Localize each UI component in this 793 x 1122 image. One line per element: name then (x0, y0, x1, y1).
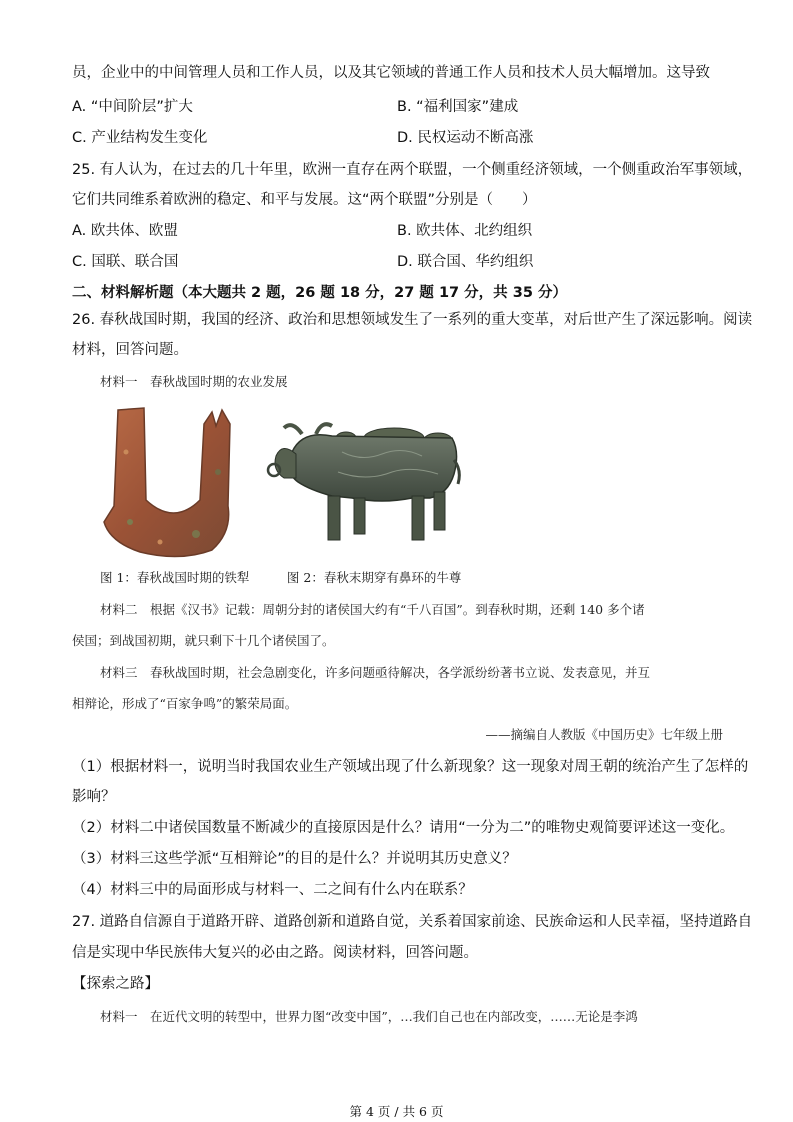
q26-stem-1: 26. 春秋战国时期，我国的经济、政治和思想领域发生了一系列的重大变革，对后世产生了深远影响。阅读 (72, 312, 753, 328)
material-source: ——摘编自人教版《中国历史》七年级上册 (485, 727, 723, 742)
q27-stem-1: 27. 道路自信源自于道路开辟、道路创新和道路自觉，关系着国家前途、民族命运和人民幸福，坚持道路自 (72, 914, 753, 930)
q27-stem-2: 信是实现中华民族伟大复兴的必由之路。阅读材料，回答问题。 (72, 945, 478, 961)
material-2-line-2: 侯国；到战国初期，就只剩下十几个诸侯国了。 (72, 633, 335, 648)
material-3-line-1: 材料三 春秋战国时期，社会急剧变化，许多问题亟待解决，各学派纷纷著书立说、发表意见，并互 (100, 665, 651, 680)
q25-stem-1: 25. 有人认为，在过去的几十年里，欧洲一直存在两个联盟，一个侧重经济领域，一个侧重政治军事领域， (72, 162, 753, 178)
material-3-line-2: 相辩论，形成了“百家争鸣”的繁荣局面。 (72, 696, 298, 711)
q25-option-d: D. 联合国、华约组织 (397, 254, 534, 270)
q26-sub-4: （4）材料三中的局面形成与材料一、二之间有什么内在联系？ (72, 882, 473, 898)
ox-zun-image (262, 412, 462, 560)
q24-stem-tail: 员，企业中的中间管理人员和工作人员，以及其它领域的普通工作人员和技术人员大幅增加。这导致 (72, 65, 710, 81)
q24-option-d: D. 民权运动不断高涨 (397, 130, 534, 146)
q26-sub-3: （3）材料三这些学派“互相辩论”的目的是什么？并说明其历史意义？ (72, 851, 517, 867)
q25-option-b: B. 欧共体、北约组织 (397, 223, 533, 239)
iron-plow-image (100, 402, 248, 562)
q26-sub-1-line-2: 影响？ (72, 789, 116, 805)
q26-sub-2: （2）材料二中诸侯国数量不断减少的直接原因是什么？请用“一分为二”的唯物史观简要评述这一变化。 (72, 820, 735, 836)
explore-heading: 【探索之路】 (72, 976, 159, 992)
q27-material-1: 材料一 在近代文明的转型中，世界力图“改变中国”，…我们自己也在内部改变，……无论是李鸿 (100, 1009, 638, 1024)
q26-sub-1-line-1: （1）根据材料一，说明当时我国农业生产领域出现了什么新现象？这一现象对周王朝的统治产生了怎样的 (72, 759, 749, 775)
q24-option-b: B. “福利国家”建成 (397, 99, 519, 115)
q25-option-a: A. 欧共体、欧盟 (72, 223, 178, 239)
q24-option-a: A. “中间阶层”扩大 (72, 99, 193, 115)
figure-caption: 图 1：春秋战国时期的铁犁 图 2：春秋末期穿有鼻环的牛尊 (100, 570, 462, 585)
q25-stem-2: 它们共同维系着欧洲的稳定、和平与发展。这“两个联盟”分别是（ ） (72, 192, 537, 208)
q26-stem-2: 材料，回答问题。 (72, 342, 188, 358)
material-1-title: 材料一 春秋战国时期的农业发展 (100, 374, 288, 389)
page-footer: 第 4 页 / 共 6 页 (349, 1104, 444, 1119)
q25-option-c: C. 国联、联合国 (72, 254, 179, 270)
material-2-line-1: 材料二 根据《汉书》记载：周朝分封的诸侯国大约有“千八百国”。到春秋时期，还剩 140 多个诸 (100, 602, 645, 617)
q24-option-c: C. 产业结构发生变化 (72, 130, 208, 146)
section-2-heading: 二、材料解析题（本大题共 2 题，26 题 18 分，27 题 17 分，共 35 分） (72, 285, 567, 301)
